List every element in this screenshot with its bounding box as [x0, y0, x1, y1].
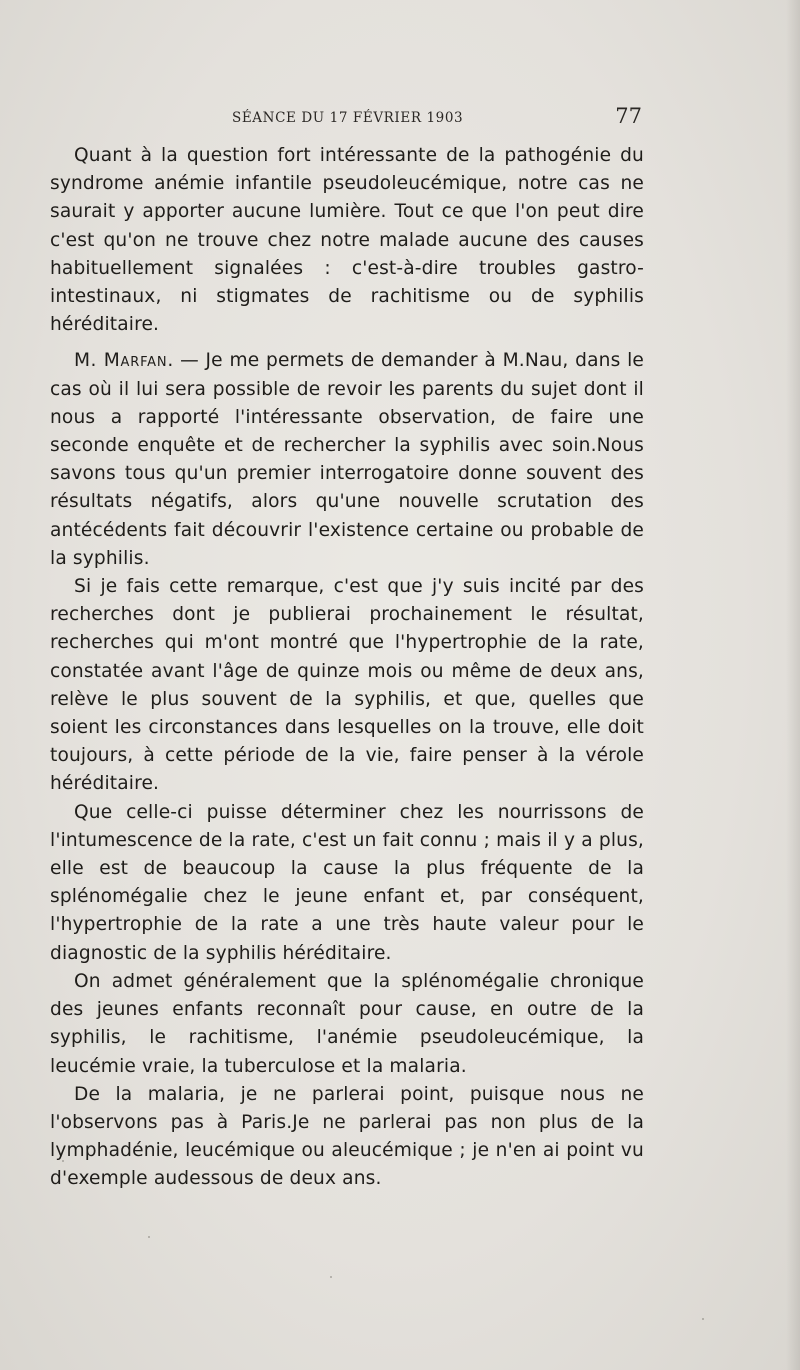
- page-number: 77: [615, 104, 642, 128]
- page-edge-shadow: [786, 0, 800, 1370]
- paper-speck: [148, 1236, 150, 1238]
- paragraph-text: On admet généralement que la splénomégalie chronique des jeunes enfants reconnaît pour cause, en outre de la syphilis, le rachitisme, l'anémie pseudoleucémique, la leucémie vraie, la tuberculose et la malaria.: [50, 970, 644, 1077]
- paragraph-text: . — Je me permets de demander à M.Nau, dans le cas où il lui sera possible de revoir les parents du sujet dont il nous a rapporté l'intéressante observation, de faire une seconde enquête et de rechercher la syphilis avec soin.Nous savons tous qu'un premier interrogatoire donne souvent des résultats négatifs, alors qu'une nouvelle scrutation des antécédents fait découvrir l'existence certaine ou probable de la syphilis.: [50, 350, 644, 569]
- paragraph-splenomegalie: [50, 968, 644, 1081]
- speaker-prefix: M.: [74, 350, 104, 372]
- paragraph-text: Que celle-ci puisse déterminer chez les nourrissons de l'intumescence de la rate, c'est un fait connu ; mais il y a plus, elle est de beaucoup la cause la plus fréquente de la splénomégalie chez le jeune enfant et, par conséquent, l'hypertrophie de la rate a une très haute valeur pour le diagnostic de la syphilis héréditaire.: [50, 801, 644, 964]
- paper-speck: [62, 1160, 64, 1162]
- paper-speck: [330, 1276, 332, 1278]
- paragraph-pathogenie: [50, 142, 644, 339]
- body-text: [50, 142, 644, 1194]
- paragraph-remarque: [50, 573, 644, 799]
- paragraph-malaria: [50, 1081, 644, 1194]
- speaker-name: Marfan: [103, 350, 168, 372]
- paragraph-intumescence: [50, 799, 644, 968]
- paragraph-text: Quant à la question fort intéressante de la pathogénie du syndrome anémie infantile pseudoleucémique, notre cas ne saurait y apporter aucune lumière. Tout ce que l'on peut dire c'est qu'on ne trouve chez notre malade aucune des causes habituellement signalées : c'est-à-dire troubles gastro-intestinaux, ni stigmates de rachitisme ou de syphilis héréditaire.: [50, 145, 644, 336]
- running-head: SÉANCE DU 17 FÉVRIER 1903: [232, 110, 464, 126]
- paper-speck: [702, 1318, 704, 1320]
- paragraph-text: De la malaria, je ne parlerai point, puisque nous ne l'observons pas à Paris.Je ne parlerai pas non plus de la lymphadénie, leucémique ou aleucémique ; je n'en ai point vu d'exemple audessous de deux ans.: [50, 1083, 644, 1190]
- paragraph-text: Si je fais cette remarque, c'est que j'y suis incité par des recherches dont je publierai prochainement le résultat, recherches qui m'ont montré que l'hypertrophie de la rate, constatée avant l'âge de quinze mois ou même de deux ans, relève le plus souvent de la syphilis, et que, quelles que soient les circonstances dans lesquelles on la trouve, elle doit toujours, à cette période de la vie, faire penser à la vérole héréditaire.: [50, 576, 644, 795]
- paragraph-marfan: [50, 347, 644, 573]
- page-header: [50, 104, 644, 134]
